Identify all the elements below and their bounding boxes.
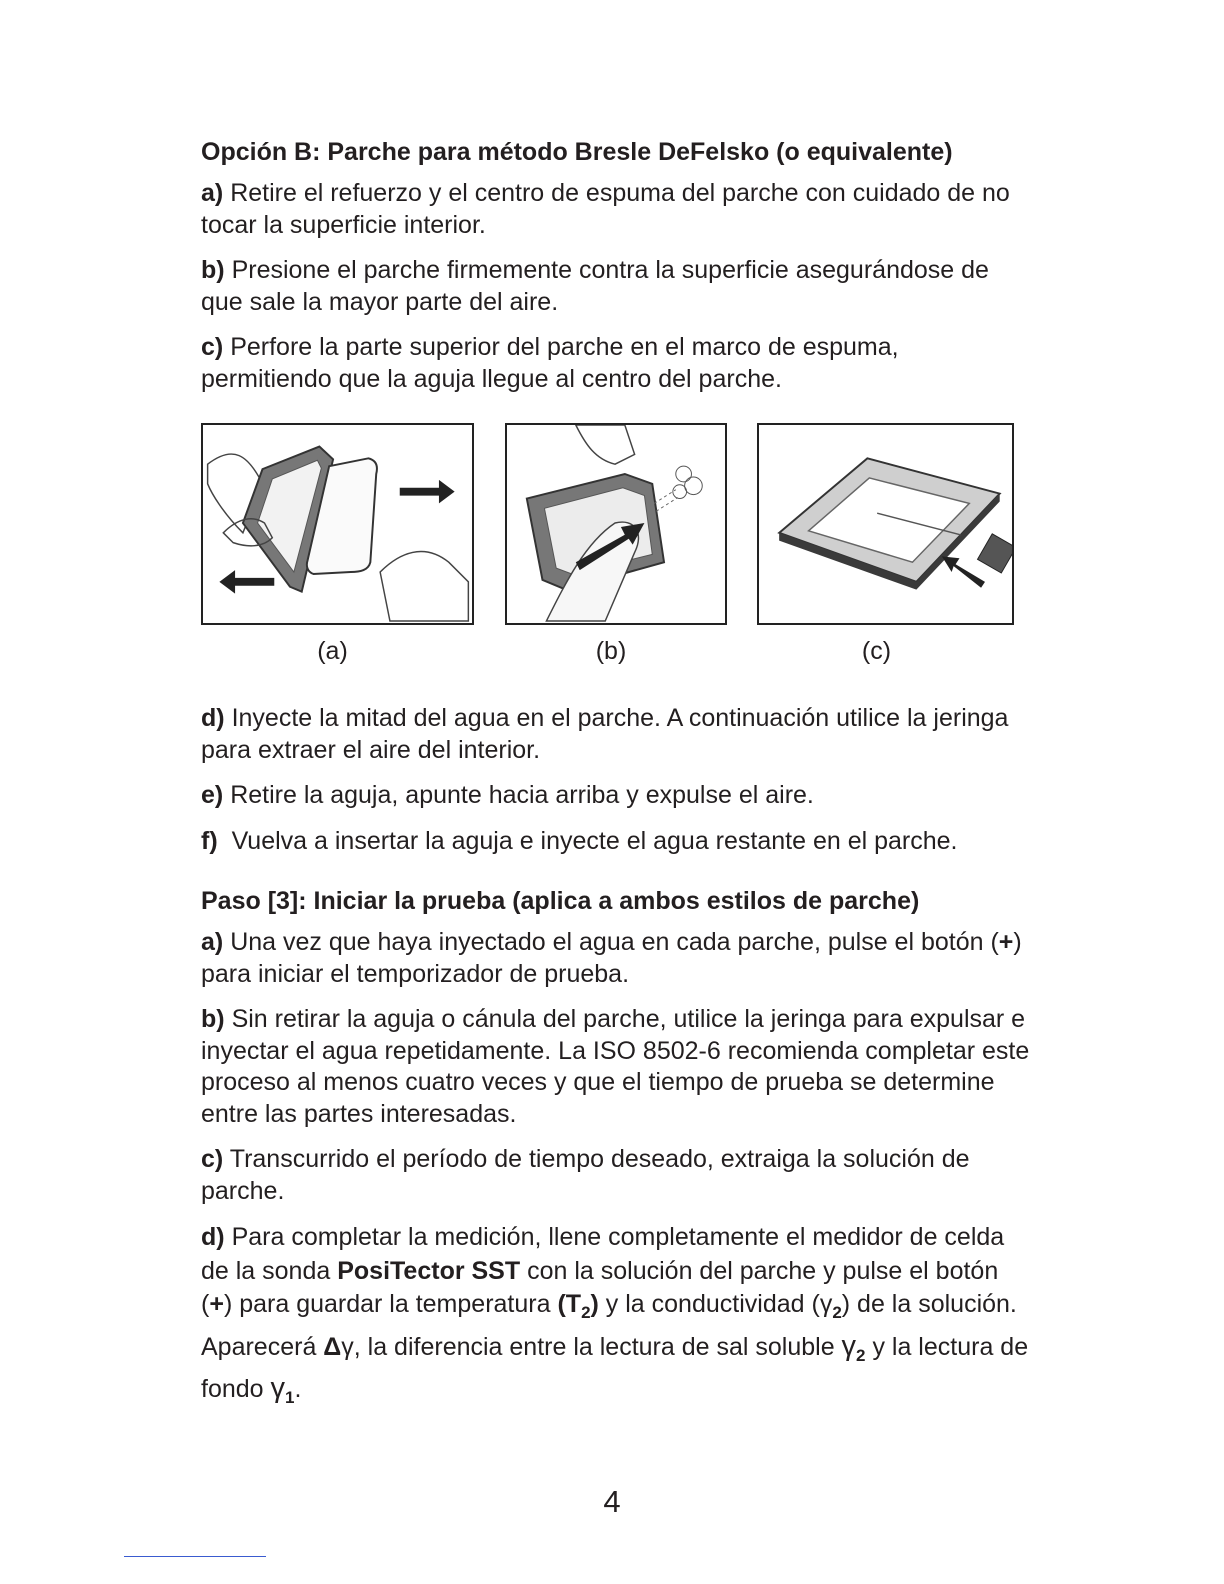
step3-d-t6: , la diferencia entre la lectura de sal soluble: [353, 1332, 842, 1361]
figure-c: [757, 423, 1014, 625]
caption-b: (b): [595, 637, 627, 665]
step3-d: [201, 1221, 1031, 1415]
gamma-symbol: γ: [819, 1290, 833, 1318]
product-name: PosiTector SST: [337, 1256, 521, 1285]
figure-row: [201, 423, 1031, 681]
step3-b: [201, 1004, 1031, 1130]
step-a-label: a): [201, 179, 224, 207]
gamma-symbol-3: γ: [841, 1329, 857, 1362]
gamma1-sub: 1: [285, 1388, 295, 1407]
step3-b-label: b): [201, 1005, 225, 1033]
page-number: 4: [603, 1484, 621, 1519]
step-d: [201, 703, 1031, 766]
step-b-text: Presione el parche firmemente contra la superficie asegurándose de que sale la mayor parte del aire.: [201, 256, 989, 316]
step3-d-label: d): [201, 1223, 225, 1251]
step-c: [201, 332, 1031, 395]
plus-symbol-2: +: [209, 1290, 224, 1318]
step3-d-t5: ) de la solución. Aparecerá: [201, 1290, 1017, 1361]
step3-a: [201, 927, 1031, 990]
step3-c-text: Transcurrido el período de tiempo deseado, extraiga la solución de parche.: [201, 1145, 970, 1205]
step3-d-t8: .: [294, 1375, 302, 1403]
peel-patch-illustration: [203, 425, 472, 623]
step-b: [201, 255, 1031, 318]
step3-a-post: ) para iniciar el temporizador de prueba.: [201, 928, 1022, 988]
step3-d-t3: ) para guardar la temperatura: [223, 1290, 558, 1318]
step3-c: [201, 1144, 1031, 1207]
inject-patch-illustration: [759, 425, 1012, 623]
figure-b: [505, 423, 727, 625]
step3-c-label: c): [201, 1145, 224, 1173]
step-e: [201, 780, 1031, 812]
step-e-text: Retire la aguja, apunte hacia arriba y expulse el aire.: [230, 781, 814, 809]
option-b-heading: Opción B: Parche para método Bresle DeFelsko (o equivalente): [201, 138, 953, 166]
caption-c: (c): [861, 637, 892, 665]
step3-d-t1: Para completar la medición, llene completamente el medidor de celda de la sonda: [201, 1223, 1005, 1285]
temp-close: ): [590, 1290, 599, 1318]
delta-symbol: Δ: [323, 1332, 342, 1361]
gamma-symbol-4: γ: [270, 1372, 286, 1404]
step3-d-t7: y la lectura de fondo: [201, 1332, 1029, 1403]
step-c-text: Perfore la parte superior del parche en el marco de espuma, permitiendo que la aguja llegue al centro del parche.: [201, 333, 899, 393]
step3-a-label: a): [201, 928, 224, 956]
step-d-text: Inyecte la mitad del agua en el parche. A continuación utilice la jeringa para extraer el aire del interior.: [201, 704, 1009, 764]
step3-d-t4: y la conductividad (: [598, 1290, 820, 1318]
step-f-text: Vuelva a insertar la aguja e inyecte el agua restante en el parche.: [231, 826, 958, 855]
caption-a: (a): [317, 637, 348, 665]
step3-heading: Paso [3]: Iniciar la prueba (aplica a ambos estilos de parche): [201, 887, 920, 915]
gamma-symbol-2: γ: [341, 1332, 354, 1361]
step-d-label: d): [201, 704, 225, 732]
step-a-text: Retire el refuerzo y el centro de espuma del parche con cuidado de no tocar la superficie interior.: [201, 179, 1010, 239]
plus-symbol: +: [998, 928, 1014, 956]
step-b-label: b): [201, 256, 225, 284]
figure-a: [201, 423, 474, 625]
step-a: [201, 178, 1031, 241]
gamma2-sub: 2: [856, 1345, 866, 1365]
step-c-label: c): [201, 333, 224, 361]
press-patch-illustration: [507, 425, 725, 623]
temp-sub: 2: [581, 1303, 591, 1322]
step-e-label: e): [201, 781, 224, 809]
step3-a-pre: Una vez que haya inyectado el agua en cada parche, pulse el botón (: [230, 928, 999, 956]
gamma-sub: 2: [832, 1303, 842, 1322]
step-f-label: f): [201, 826, 218, 855]
temperature-symbol: [557, 1290, 599, 1322]
footer-rule: [124, 1556, 266, 1557]
step3-d-t2: con la solución del parche y pulse el botón (: [201, 1256, 999, 1318]
temp-open: (T: [557, 1290, 582, 1318]
step-f: [201, 826, 1031, 858]
page-content: [201, 132, 1031, 1429]
step3-b-text: Sin retirar la aguja o cánula del parche, utilice la jeringa para expulsar e inyectar el agua repetidamente. La ISO 8502-6 recomienda completar este proceso al menos cuatro veces y que el tiempo de prueba se determine entre las partes interesadas.: [201, 1005, 1030, 1128]
